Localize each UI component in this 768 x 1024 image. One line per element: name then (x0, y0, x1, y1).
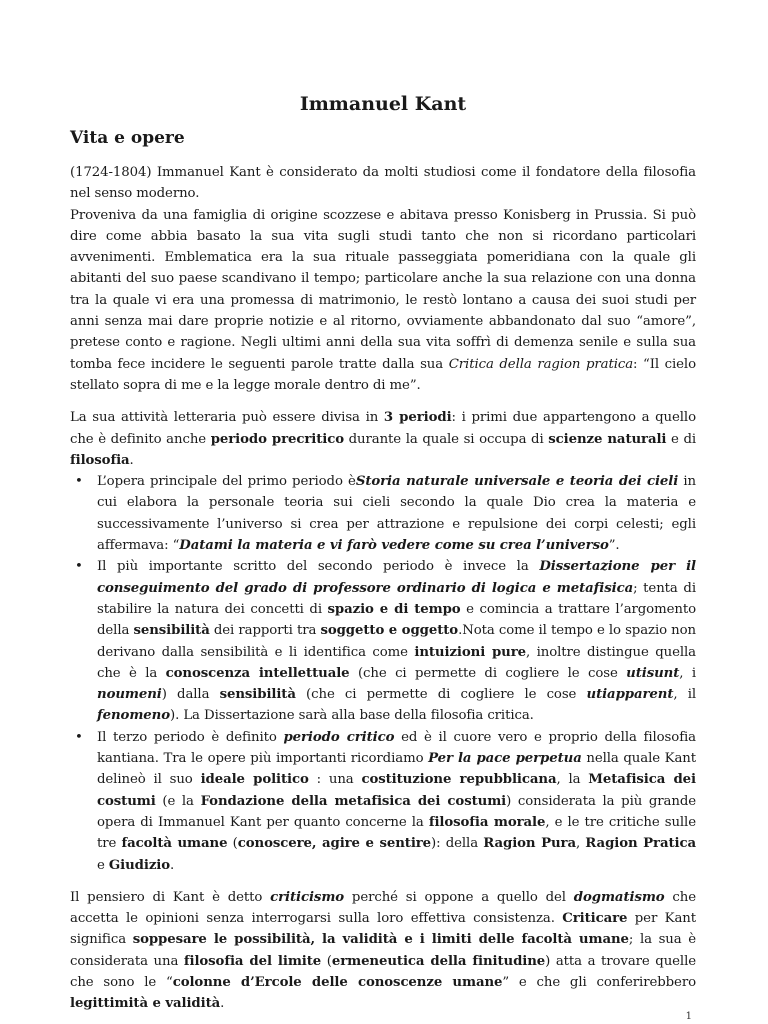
bullet-icon: • (75, 729, 83, 745)
text-run: in cui elabora la personale teoria sui cieli secondo la quale Dio crea la materia e successivamente l’universo si crea per attrazione e repulsione dei corpi celesti; egli affermava: “ (97, 474, 696, 554)
text-run: ed è il cuore vero e proprio della filosofia kantiana. Tra le opere più importanti ricordiamo (97, 729, 696, 767)
text-run: durante la quale si occupa di (343, 431, 549, 447)
list-item (75, 556, 697, 726)
bold-italic-run: Storia naturale universale e teoria dei cieli (355, 474, 679, 490)
bold-run: ideale politico (200, 772, 309, 788)
intro-text-end: : “Il cielo stellato sopra di me e la legge morale dentro di me”. (70, 356, 696, 393)
text-run: (e la (155, 793, 201, 809)
bold-run: periodo precritico (210, 431, 344, 447)
text-run: ): della (431, 836, 484, 852)
list-item (75, 727, 697, 876)
text-run: ) dalla (161, 687, 220, 703)
bold-run: Giudizio (108, 857, 171, 873)
text-run: (che ci permette di cogliere le cose (349, 665, 627, 681)
text-run: ) considerata la più grande opera di Immanuel Kant per quanto concerne la (97, 793, 697, 830)
bold-run: sensibilità (219, 687, 296, 703)
text-run: nella quale Kant delineò il suo (97, 751, 696, 788)
text-run: , la (556, 772, 589, 788)
text-run: e di (666, 431, 697, 447)
text-run: , (575, 836, 586, 852)
text-run: Il terzo periodo è definito (97, 729, 284, 745)
text-run: e (97, 857, 109, 873)
bold-italic-run: periodo critico (283, 729, 395, 745)
text-run: perché si oppone a quello del (344, 889, 574, 905)
bold-italic-run: Dissertazione per il conseguimento del grado di professore ordinario di logica e metafisica (97, 559, 697, 596)
bold-italic-run: fenomeno (97, 708, 170, 724)
bold-run: soppesare le possibilità, la validità e i limiti delle facoltà umane (132, 932, 629, 948)
intro-block (70, 162, 696, 396)
text-run: per Kant significa (70, 911, 696, 948)
bold-run: spazio e di tempo (327, 601, 461, 617)
text-run: , i (679, 665, 696, 681)
bold-run: intuizioni pure (414, 644, 527, 660)
bullet-icon: • (75, 474, 83, 490)
text-run: : i primi due appartengono a quello che è definito anche (70, 410, 696, 447)
bold-run: sensibilità (133, 623, 210, 639)
bold-run: conoscenza intellettuale (165, 665, 350, 681)
text-run: . (129, 452, 134, 468)
text-run: ) atta a trovare quelle che sono le “ (70, 953, 696, 990)
intro-italic-title: Critica della ragion pratica (448, 356, 634, 372)
intro-paragraph-2 (70, 205, 696, 397)
bold-run: colonne d’Ercole delle conoscenze umane (172, 974, 503, 990)
text-run: Il pensiero di Kant è detto (70, 889, 271, 905)
bold-run: conoscere, agire e sentire (237, 836, 432, 852)
text-run: dei rapporti tra (209, 623, 321, 639)
criticism-paragraph (70, 887, 696, 1015)
bold-italic-run: Datami la materia e vi farò vedere come su crea l’universo (179, 538, 609, 554)
page-number: 1 (685, 1011, 692, 1022)
text-run: : una (308, 772, 362, 788)
text-run: che accetta le opinioni senza interrogarsi sulla loro effettiva consistenza. (70, 889, 697, 927)
text-run: L’opera principale del primo periodo è (97, 474, 356, 490)
text-run: . (170, 857, 175, 873)
text-run: , il (673, 687, 696, 703)
text-run: (che ci permette di cogliere le cose (295, 687, 587, 703)
intro-paragraph-1: (1724-1804) Immanuel Kant è considerato da molti studiosi come il fondatore della filosofia nel senso moderno. (70, 165, 696, 202)
bold-run: legittimità e validità (70, 996, 221, 1012)
bold-italic-run: Per la pace perpetua (428, 751, 582, 767)
text-run: . (220, 996, 225, 1012)
bold-run: Criticare (562, 911, 628, 927)
text-run: ( (227, 836, 238, 852)
text-run: Il più importante scritto del secondo periodo è invece la (97, 559, 540, 575)
text-run: ; tenta di stabilire la natura dei concetti di (97, 580, 696, 617)
bold-run: soggetto e oggetto (320, 623, 459, 639)
bold-run: Metafisica dei costumi (97, 772, 696, 809)
periods-list (70, 471, 696, 876)
text-run: .Nota come il tempo e lo spazio non derivano dalla sensibilità e li identifica come (97, 623, 696, 660)
bold-run: ermeneutica della finitudine (331, 953, 546, 969)
list-item (75, 471, 696, 556)
text-run: , e le tre critiche sulle tre (97, 814, 696, 852)
bold-italic-run: utiapparent (586, 687, 674, 703)
bold-run: costituzione repubblicana (361, 772, 557, 788)
bold-run: filosofia morale (428, 814, 546, 830)
text-run: e comincia a trattare l’argomento della (97, 601, 696, 639)
text-run: La sua attività letteraria può essere divisa in (70, 410, 384, 426)
bold-run: scienze naturali (548, 431, 667, 447)
bold-italic-run: noumeni (97, 687, 162, 703)
section-heading: Vita e opere (70, 128, 185, 148)
bullet-icon: • (75, 559, 83, 575)
periods-paragraph (70, 407, 696, 471)
text-run: ( (321, 953, 332, 969)
bold-italic-run: dogmatismo (573, 889, 665, 905)
text-run: , inoltre distingue quella che è la (97, 644, 696, 681)
bold-italic-run: criticismo (270, 889, 345, 905)
text-run: ”. (608, 538, 620, 554)
bold-run: filosofia del limite (183, 953, 322, 969)
bold-run: 3 periodi (383, 410, 452, 426)
text-run: ). La Dissertazione sarà alla base della filosofia critica. (169, 708, 534, 724)
text-run: ” e che gli conferirebbero (502, 974, 696, 990)
bold-run: filosofia (70, 452, 130, 468)
page-title: Immanuel Kant (299, 93, 467, 115)
bold-run: Ragion Pratica (585, 836, 696, 852)
bold-run: facoltà umane (121, 836, 228, 852)
bold-run: Fondazione della metafisica dei costumi (200, 793, 507, 809)
bold-italic-run: utisunt (626, 665, 680, 681)
intro-text: Proveniva da una famiglia di origine scozzese e abitava presso Konisberg in Prussia. Si può dire come abbia basato la sua vita sugli studi tanto che non si ricordano particolari avvenimenti. Emblematica era la sua rituale passeggiata pomeridiana con la quale gli abitanti del suo paese scandivano il tempo; particolare anche la sua relazione con una donna tra la quale vi era una promessa di matrimonio, le restò lontano a causa dei suoi studi per anni senza mai dare proprie notizie e al ritorno, ovviamente abbandonato dal suo “amore”, pretese conto e ragione. Negli ultimi anni della sua vita soffrì di demenza senile e sulla sua tomba fece incidere le seguenti parole tratte dalla sua (70, 207, 696, 372)
text-run: ; la sua è considerata una (70, 932, 696, 969)
bold-run: Ragion Pura (483, 836, 576, 852)
